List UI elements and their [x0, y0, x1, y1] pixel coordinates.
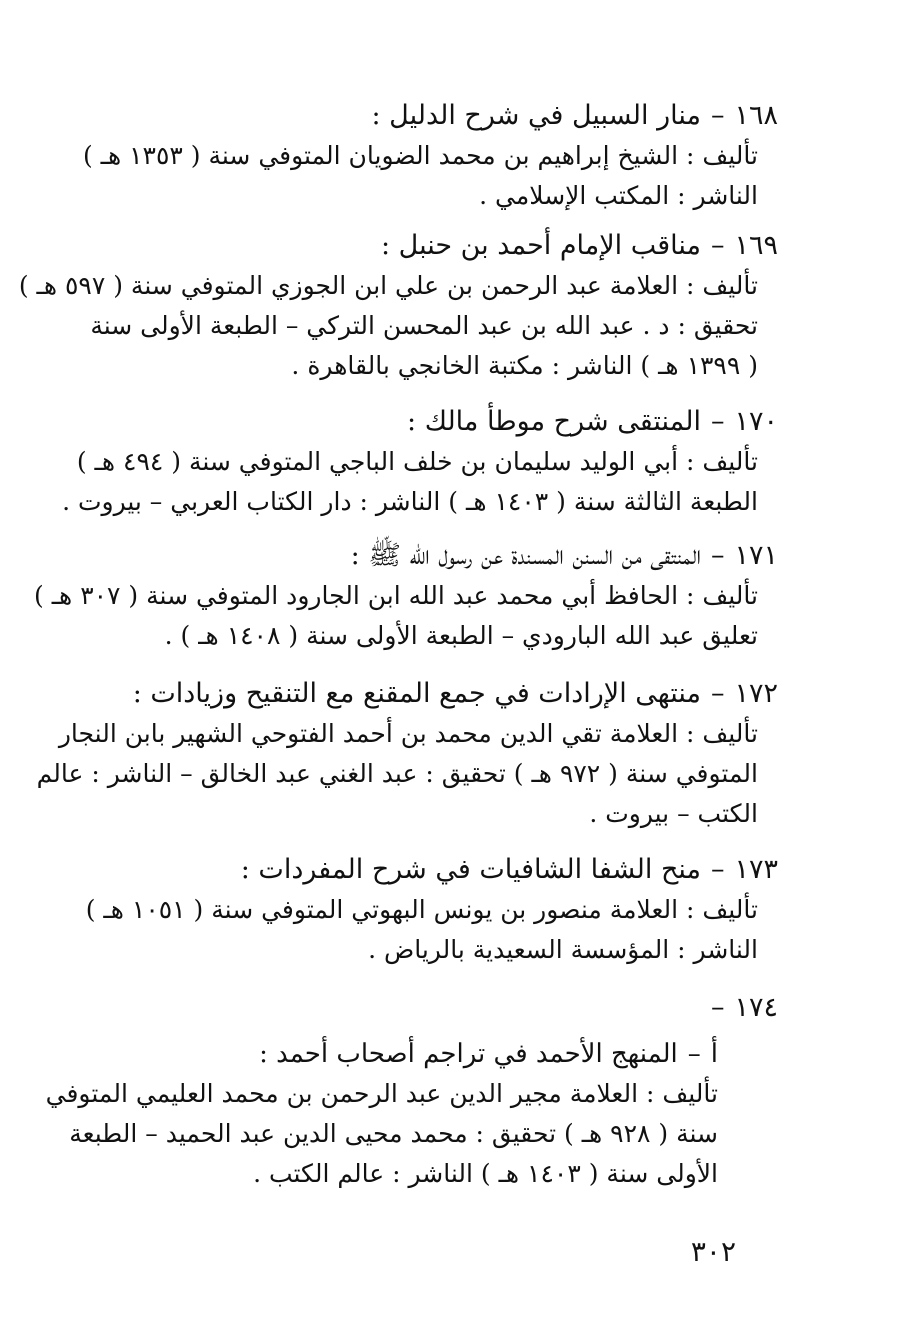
entry-dash: –	[710, 406, 725, 437]
sub-entry-a	[45, 1034, 778, 1194]
entry-heading	[98, 226, 778, 266]
entry-dash: –	[710, 854, 725, 885]
entry-dash: –	[710, 230, 725, 261]
entry-line: تأليف : الحافظ أبي محمد عبد الله ابن الجارود المتوفي سنة ( ٣٠٧ هـ )	[34, 581, 758, 610]
entry-line: تأليف : العلامة عبد الرحمن بن علي ابن الجوزي المتوفي سنة ( ٥٩٧ هـ )	[18, 271, 758, 300]
entry-number: ١٧١	[734, 540, 778, 571]
entry-number: ١٧٤	[734, 992, 778, 1023]
entry-title: المنتقى من السنن المسندة عن رسول الله ﷺ :	[350, 540, 701, 571]
entry-title: منتهى الإرادات في جمع المقنع مع التنقيح وزيادات :	[132, 678, 701, 709]
entry-169	[18, 226, 778, 386]
entry-heading	[98, 402, 778, 442]
entry-170	[62, 402, 778, 522]
entry-heading	[98, 536, 778, 576]
entry-line: ( ١٣٩٩ هـ ) الناشر : مكتبة الخانجي بالقاهرة .	[291, 351, 758, 380]
entry-168	[82, 96, 778, 216]
entry-line: تحقيق : د . عبد الله بن عبد المحسن التركي – الطبعة الأولى سنة	[90, 311, 758, 340]
entry-number: ١٧٢	[734, 678, 778, 709]
sub-entry-heading	[180, 1034, 718, 1074]
entry-heading	[98, 988, 778, 1028]
entry-line: الأولى سنة ( ١٤٠٣ هـ ) الناشر : عالم الكتب .	[253, 1159, 718, 1188]
entry-dash: –	[710, 100, 725, 131]
entry-heading	[98, 96, 778, 136]
entry-title: المنتقى شرح موطأ مالك :	[407, 406, 701, 437]
page-number: ٣٠٢	[690, 1235, 736, 1268]
entry-line: سنة ( ٩٢٨ هـ ) تحقيق : محمد محيى الدين عبد الحميد – الطبعة	[69, 1119, 718, 1148]
entry-number: ١٧٠	[734, 406, 778, 437]
entry-body	[62, 442, 758, 522]
entry-title: منح الشفا الشافيات في شرح المفردات :	[240, 854, 701, 885]
entry-line: الناشر : المؤسسة السعيدية بالرياض .	[368, 935, 758, 964]
entry-dash: –	[710, 678, 725, 709]
entry-line: الكتب – بيروت .	[589, 799, 758, 828]
entry-body	[85, 890, 758, 970]
sub-entry-title: المنهج الأحمد في تراجم أصحاب أحمد :	[259, 1039, 678, 1069]
entry-number: ١٦٩	[734, 230, 778, 261]
entry-line: تأليف : العلامة تقي الدين محمد بن أحمد الفتوحي الشهير بابن النجار	[58, 719, 758, 748]
entry-body	[18, 266, 758, 386]
entry-body	[34, 576, 758, 656]
entry-line: تأليف : العلامة مجير الدين عبد الرحمن بن محمد العليمي المتوفي	[45, 1079, 718, 1108]
entry-line: الناشر : المكتب الإسلامي .	[479, 181, 758, 210]
entry-line: الطبعة الثالثة سنة ( ١٤٠٣ هـ ) الناشر : دار الكتاب العربي – بيروت .	[62, 487, 758, 516]
entry-line: تعليق عبد الله البارودي – الطبعة الأولى سنة ( ١٤٠٨ هـ ) .	[164, 621, 758, 650]
entry-heading	[98, 674, 778, 714]
entry-body	[82, 136, 758, 216]
entry-line: تأليف : العلامة منصور بن يونس البهوتي المتوفي سنة ( ١٠٥١ هـ )	[85, 895, 758, 924]
entry-dash: –	[687, 1039, 701, 1069]
sub-entry-letter: أ	[710, 1039, 718, 1069]
entry-dash: –	[710, 992, 725, 1023]
entry-dash: –	[710, 540, 725, 571]
entry-172	[36, 674, 778, 834]
entry-line: تأليف : الشيخ إبراهيم بن محمد الضويان المتوفي سنة ( ١٣٥٣ هـ )	[82, 141, 758, 170]
entry-number: ١٦٨	[734, 100, 778, 131]
entry-body	[36, 714, 758, 834]
entry-heading	[98, 850, 778, 890]
entry-174	[98, 988, 778, 1028]
entry-173	[85, 850, 778, 970]
entry-title: منار السبيل في شرح الدليل :	[371, 100, 701, 131]
entry-number: ١٧٣	[734, 854, 778, 885]
entry-line: تأليف : أبي الوليد سليمان بن خلف الباجي المتوفي سنة ( ٤٩٤ هـ )	[76, 447, 758, 476]
entry-171	[34, 536, 778, 656]
entry-line: المتوفي سنة ( ٩٧٢ هـ ) تحقيق : عبد الغني عبد الخالق – الناشر : عالم	[36, 759, 758, 788]
entry-title: مناقب الإمام أحمد بن حنبل :	[380, 230, 701, 261]
sub-entry-body	[45, 1074, 718, 1194]
